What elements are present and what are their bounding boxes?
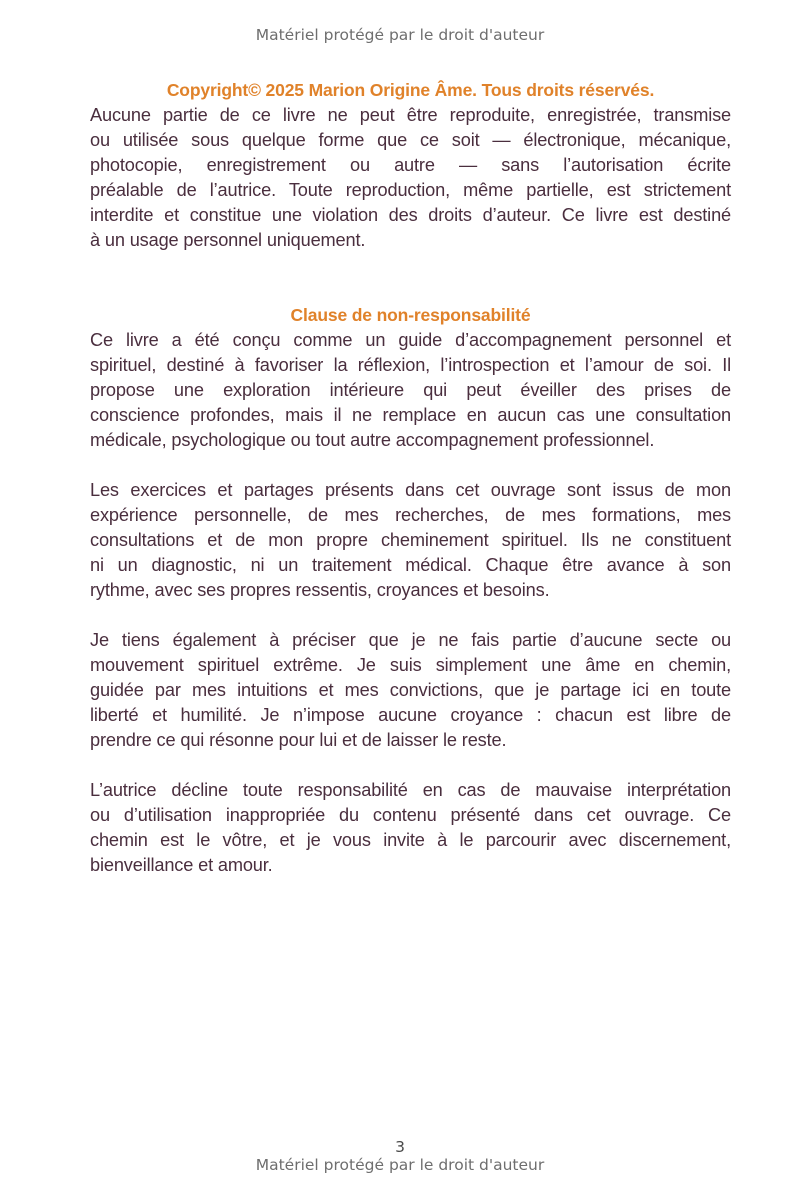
- text-line: L’autrice décline toute responsabilité en cas de mauvaise interprétation: [90, 780, 731, 800]
- text-line: Je tiens également à préciser que je ne fais partie d’aucune secte ou: [90, 630, 731, 650]
- text-line: bienveillance et amour.: [90, 855, 273, 875]
- text-line: rythme, avec ses propres ressentis, croyances et besoins.: [90, 580, 550, 600]
- copyright-watermark-top: Matériel protégé par le droit d'auteur: [255, 26, 545, 44]
- copyright-section: [90, 78, 731, 253]
- copyright-watermark-bottom: Matériel protégé par le droit d'auteur: [255, 1156, 545, 1174]
- text-line: Les exercices et partages présents dans cet ouvrage sont issus de mon: [90, 480, 731, 500]
- disclaimer-paragraph-4: [90, 778, 731, 878]
- text-line: photocopie, enregistrement ou autre — sans l’autorisation écrite: [90, 155, 731, 175]
- text-line: propose une exploration intérieure qui peut éveiller des prises de: [90, 380, 731, 400]
- text-line: Aucune partie de ce livre ne peut être reproduite, enregistrée, transmise: [90, 105, 731, 125]
- copyright-heading: Copyright© 2025 Marion Origine Âme. Tous droits réservés.: [166, 80, 655, 100]
- text-line: conscience profondes, mais il ne remplace en aucun cas une consultation: [90, 405, 731, 425]
- text-line: spirituel, destiné à favoriser la réflexion, l’introspection et l’amour de soi. Il: [90, 355, 731, 375]
- page-number: 3: [395, 1138, 405, 1156]
- copyright-paragraph: [90, 103, 731, 253]
- disclaimer-paragraph-2: [90, 478, 731, 603]
- text-line: guidée par mes intuitions et mes convictions, que je partage ici en toute: [90, 680, 731, 700]
- disclaimer-heading: Clause de non-responsabilité: [290, 305, 531, 325]
- text-line: chemin est le vôtre, et je vous invite à le parcourir avec discernement,: [90, 830, 731, 850]
- text-line: ni un diagnostic, ni un traitement médical. Chaque être avance à son: [90, 555, 731, 575]
- text-line: ou utilisée sous quelque forme que ce soit — électronique, mécanique,: [90, 130, 731, 150]
- text-line: médicale, psychologique ou tout autre accompagnement professionnel.: [90, 430, 655, 450]
- text-line: consultations et de mon propre cheminement spirituel. Ils ne constituent: [90, 530, 731, 550]
- text-line: mouvement spirituel extrême. Je suis simplement une âme en chemin,: [90, 655, 731, 675]
- text-line: Ce livre a été conçu comme un guide d’accompagnement personnel et: [90, 330, 731, 350]
- disclaimer-paragraph-3: [90, 628, 731, 753]
- disclaimer-section: [90, 303, 731, 878]
- text-line: expérience personnelle, de mes recherches, de mes formations, mes: [90, 505, 731, 525]
- text-line: préalable de l’autrice. Toute reproduction, même partielle, est strictement: [90, 180, 731, 200]
- disclaimer-paragraph-1: [90, 328, 731, 453]
- text-line: ou d’utilisation inappropriée du contenu présenté dans cet ouvrage. Ce: [90, 805, 731, 825]
- text-line: interdite et constitue une violation des droits d’auteur. Ce livre est destiné: [90, 205, 731, 225]
- text-line: liberté et humilité. Je n’impose aucune croyance : chacun est libre de: [90, 705, 731, 725]
- text-line: à un usage personnel uniquement.: [90, 230, 366, 250]
- text-line: prendre ce qui résonne pour lui et de laisser le reste.: [90, 730, 507, 750]
